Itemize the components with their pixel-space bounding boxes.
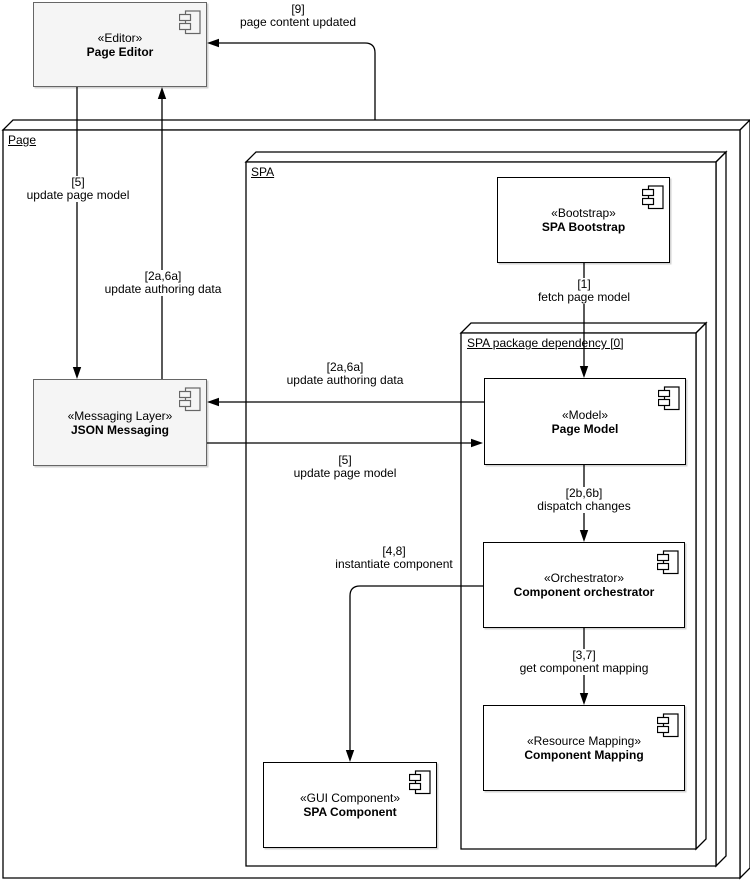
component-orchestrator-name: Component orchestrator bbox=[513, 585, 655, 599]
edge-step: [1] bbox=[577, 277, 591, 291]
edge-label-instantiate-component bbox=[333, 545, 454, 571]
component-icon bbox=[657, 713, 679, 738]
edge-label-update-authoring-data-mid bbox=[285, 361, 406, 387]
edge-page-content-updated bbox=[207, 39, 375, 120]
edge-text: update page model bbox=[293, 466, 397, 480]
spa-container-label: SPA bbox=[251, 165, 275, 179]
page-model-stereotype: «Model» bbox=[561, 407, 609, 422]
component-mapping-component bbox=[483, 705, 685, 791]
edge-step: [5] bbox=[338, 453, 352, 467]
edge-text: page content updated bbox=[239, 15, 357, 29]
edge-text: fetch page model bbox=[537, 290, 631, 304]
json-messaging-name: JSON Messaging bbox=[70, 422, 169, 437]
edge-label-page-content-updated bbox=[238, 3, 358, 29]
component-icon bbox=[658, 386, 680, 411]
edge-label-update-page-model-top bbox=[25, 176, 132, 202]
spa-package-dependency-label: SPA package dependency [0] bbox=[467, 336, 624, 350]
edge-step: [2a,6a] bbox=[144, 269, 182, 283]
edge-step: [2b,6b] bbox=[565, 486, 603, 500]
page-model-name: Page Model bbox=[551, 421, 619, 436]
edge-step: [5] bbox=[71, 175, 85, 189]
edge-text: dispatch changes bbox=[537, 499, 631, 513]
spa-component-stereotype: «GUI Component» bbox=[299, 791, 401, 805]
component-orchestrator-stereotype: «Orchestrator» bbox=[543, 571, 625, 585]
edge-step: [2a,6a] bbox=[326, 360, 364, 374]
edge-text: update authoring data bbox=[104, 282, 222, 296]
component-icon bbox=[657, 550, 679, 575]
edge-step: [9] bbox=[291, 2, 305, 16]
edge-text: get component mapping bbox=[519, 661, 649, 675]
component-icon bbox=[409, 770, 431, 795]
page-container-label: Page bbox=[8, 133, 37, 147]
json-messaging-component bbox=[33, 379, 207, 466]
page-model-component bbox=[484, 378, 686, 465]
edge-label-update-page-model-mid bbox=[292, 454, 399, 480]
component-icon bbox=[179, 387, 201, 412]
page-editor-component bbox=[33, 2, 207, 87]
component-icon bbox=[179, 10, 201, 35]
spa-component-component bbox=[263, 762, 437, 848]
edge-label-dispatch-changes bbox=[535, 487, 632, 513]
edge-step: [4,8] bbox=[382, 544, 406, 558]
spa-component-name: SPA Component bbox=[303, 805, 397, 819]
spa-bootstrap-component bbox=[497, 177, 670, 263]
edge-text: instantiate component bbox=[335, 557, 453, 571]
edge-text: update authoring data bbox=[286, 373, 404, 387]
component-orchestrator-component bbox=[483, 542, 685, 628]
component-mapping-stereotype: «Resource Mapping» bbox=[526, 734, 642, 748]
component-icon bbox=[642, 185, 664, 210]
json-messaging-stereotype: «Messaging Layer» bbox=[67, 408, 173, 423]
spa-bootstrap-stereotype: «Bootstrap» bbox=[551, 206, 616, 220]
edge-label-fetch-page-model bbox=[536, 278, 632, 304]
edge-step: [3,7] bbox=[572, 648, 596, 662]
component-mapping-name: Component Mapping bbox=[524, 748, 644, 762]
page-editor-stereotype: «Editor» bbox=[97, 30, 143, 45]
page-editor-name: Page Editor bbox=[86, 44, 154, 59]
edge-text: update page model bbox=[26, 188, 130, 202]
edge-label-get-component-mapping bbox=[518, 649, 651, 675]
edge-label-update-authoring-data-left bbox=[103, 270, 224, 296]
spa-bootstrap-name: SPA Bootstrap bbox=[541, 220, 626, 234]
